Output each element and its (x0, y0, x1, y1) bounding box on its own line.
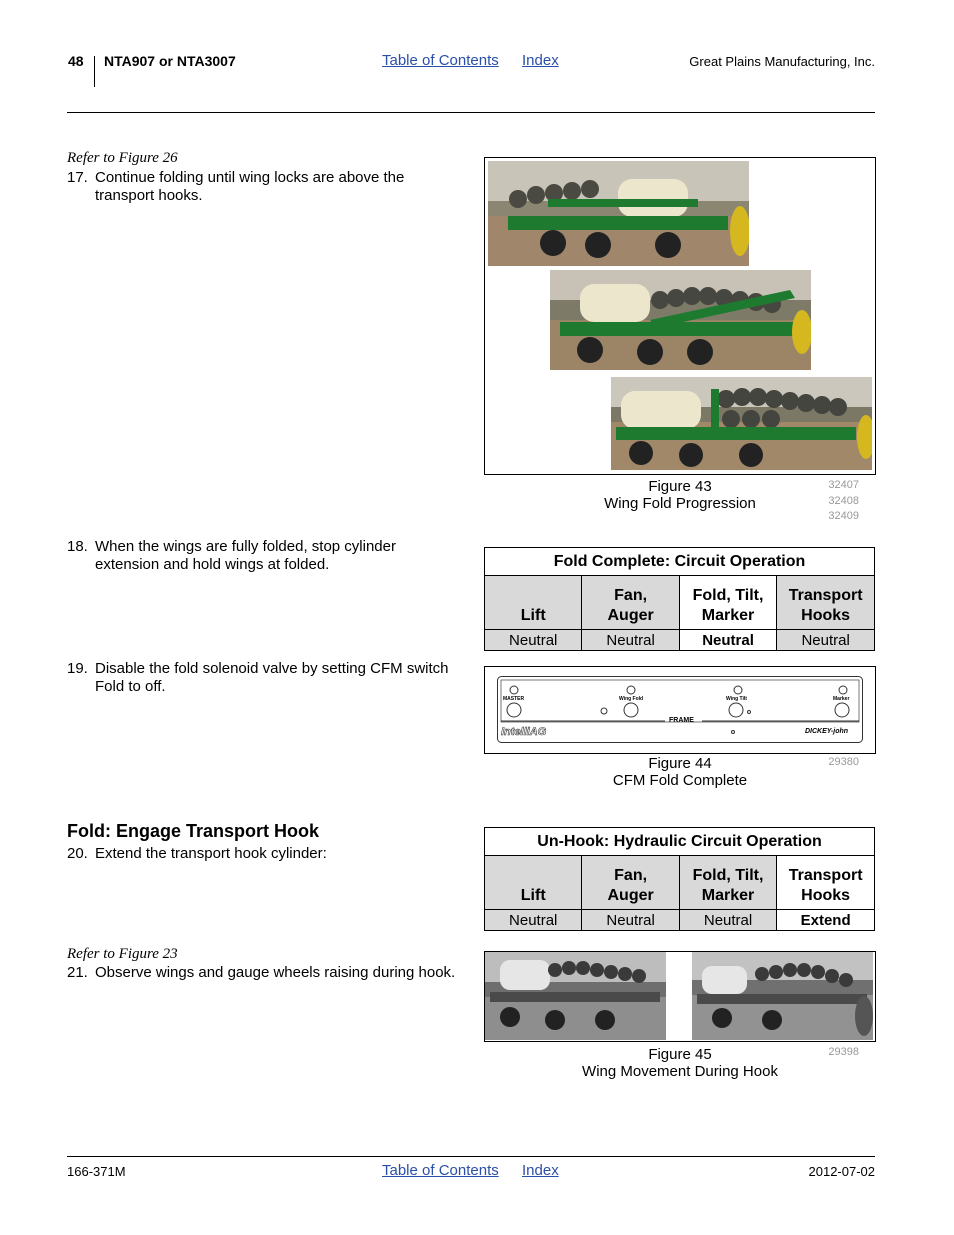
figure-43-ids (810, 478, 859, 525)
switch-label: MASTER (503, 696, 525, 702)
wing-fold-photo-2 (550, 270, 811, 370)
toc-link-bottom[interactable]: Table of Contents (382, 1162, 499, 1179)
column-header-transport-hooks: Transport Hooks (777, 856, 875, 910)
wing-fold-photo-1 (488, 161, 749, 266)
step-text: Observe wings and gauge wheels raising during hook. (95, 964, 456, 981)
figure-45-id: 29398 (828, 1046, 859, 1058)
figure-label: Figure 44 (648, 755, 712, 772)
column-header-lift: Lift (485, 856, 582, 910)
fold-complete-table (484, 547, 875, 651)
column-header-lift: Lift (485, 576, 582, 630)
model-title: NTA907 or NTA3007 (104, 53, 236, 69)
step-18 (67, 538, 462, 574)
figure-title: Wing Movement During Hook (582, 1063, 778, 1080)
header-rule (67, 112, 875, 113)
unhook-table (484, 827, 875, 931)
table-cell: Neutral (777, 630, 875, 651)
table-cell-active: Neutral (679, 630, 776, 651)
switch-label: Marker (833, 696, 850, 702)
figure-44-id: 29380 (828, 756, 859, 768)
step-number: 21. (67, 964, 88, 981)
step-number: 17. (67, 169, 88, 186)
frame-label: FRAME (669, 717, 694, 724)
step-number: 18. (67, 538, 88, 555)
figure-id: 32408 (828, 494, 859, 507)
intelliag-logo: IntelliAG (501, 726, 547, 738)
switch-label: Wing Tilt (726, 696, 747, 702)
step-number: 20. (67, 845, 88, 862)
dickey-john-logo: DICKEY-john (805, 728, 849, 735)
step-text: Continue folding until wing locks are above the transport hooks. (95, 169, 405, 204)
step-text: Extend the transport hook cylinder: (95, 845, 327, 862)
footer-rule (67, 1156, 875, 1157)
table-cell: Neutral (485, 910, 582, 931)
figure-label: Figure 43 (648, 478, 712, 495)
figure-title: Wing Fold Progression (604, 495, 756, 512)
column-header-fold-tilt-marker: Fold, Tilt, Marker (679, 576, 776, 630)
table-cell: Neutral (582, 630, 679, 651)
company-name: Great Plains Manufacturing, Inc. (689, 54, 875, 69)
step-21 (67, 964, 462, 982)
document-number: 166-371M (67, 1164, 126, 1179)
figure-label: Figure 45 (648, 1046, 712, 1063)
figure-reference: Refer to Figure 23 (67, 946, 178, 962)
switch-label: Wing Fold (619, 696, 644, 702)
step-number: 19. (67, 660, 88, 677)
section-heading: Fold: Engage Transport Hook (67, 821, 320, 841)
wing-fold-photo-3 (611, 377, 872, 470)
step-text: When the wings are fully folded, stop cylinder extension and hold wings at folded. (95, 538, 396, 573)
figure-title: CFM Fold Complete (612, 772, 748, 789)
table-cell: Neutral (582, 910, 679, 931)
column-header-fan-auger: Fan, Auger (582, 576, 679, 630)
table-cell: Neutral (485, 630, 582, 651)
table-title: Fold Complete: Circuit Operation (485, 548, 875, 576)
figure-id: 32409 (828, 510, 859, 522)
table-cell: Neutral (679, 910, 776, 931)
page-number: 48 (68, 53, 84, 69)
table-cell-active: Extend (777, 910, 875, 931)
figure-id: 32407 (828, 479, 859, 491)
index-link-top[interactable]: Index (522, 52, 559, 69)
publication-date: 2012-07-02 (808, 1164, 875, 1179)
index-link-bottom[interactable]: Index (522, 1162, 559, 1179)
table-title: Un-Hook: Hydraulic Circuit Operation (485, 828, 875, 856)
step-19 (67, 660, 462, 696)
figure-reference: Refer to Figure 26 (67, 150, 178, 166)
step-20 (67, 845, 462, 863)
column-header-fold-tilt-marker: Fold, Tilt, Marker (679, 856, 776, 910)
wing-movement-photo-1 (485, 952, 666, 1040)
toc-link-top[interactable]: Table of Contents (382, 52, 499, 69)
cfm-switch-panel (497, 676, 863, 743)
column-header-fan-auger: Fan, Auger (582, 856, 679, 910)
step-17 (67, 169, 462, 205)
header-divider (94, 56, 95, 87)
column-header-transport-hooks: Transport Hooks (777, 576, 875, 630)
wing-movement-photo-2 (692, 952, 873, 1040)
step-text: Disable the fold solenoid valve by setting CFM switch Fold to off. (95, 660, 449, 695)
